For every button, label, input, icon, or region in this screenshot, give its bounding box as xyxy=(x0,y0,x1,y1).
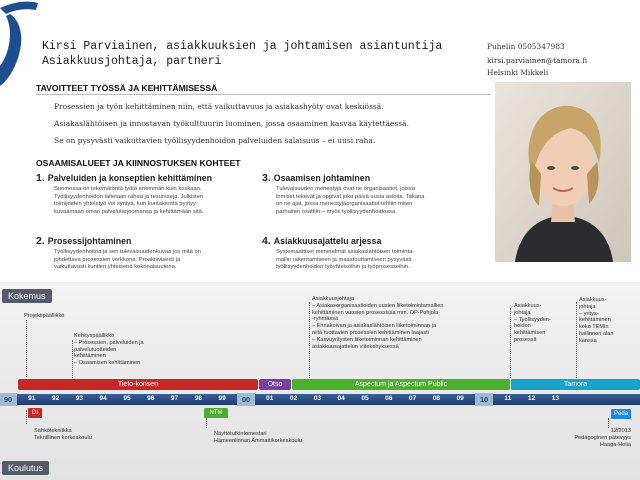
desc-line: Tulevaisuuden menestyjä ovat ne organisaatiot, joissa xyxy=(276,186,415,192)
note-line: kanssa xyxy=(579,337,597,344)
expertise-number: 2. xyxy=(36,235,45,247)
desc-line: toimijoiden yhteistyö voi syntyä, kun kuntakenttä pystyy xyxy=(54,201,196,208)
expertise-number: 1. xyxy=(36,172,45,184)
note-kehityspaallikko xyxy=(74,333,144,367)
note-line: – Ennakoivan ja asiakaslähtöisen liiketoiminnan ja xyxy=(312,323,437,330)
year-tick: 10 xyxy=(475,393,493,406)
desc-line: Työllisyydenhoitoa ja sen tulevaisuudenkuvaa jos mitä on xyxy=(54,249,201,255)
year-tick: 97 xyxy=(170,395,179,402)
goals-divider xyxy=(36,94,491,95)
edu-tag-peda: Peda xyxy=(611,409,631,419)
expertise-title-3 xyxy=(262,172,370,184)
note-line: Näyttötutkintomestari xyxy=(214,431,267,437)
note-line: kehittäminen xyxy=(74,353,106,360)
desc-line: vaikuttavasti kuntien yhteisenä kokonaisuutena. xyxy=(54,264,177,271)
note-line: niitä tuottavien prosessien kehittäminen laajasti xyxy=(312,329,429,336)
note-line: kehittämisen xyxy=(514,330,546,337)
note-projektipaallikko: Projektipäällikkö xyxy=(24,313,65,319)
note-line: – Asiakasorganisaatioiden uusien liiketoimintamallien xyxy=(312,302,444,309)
year-tick: 08 xyxy=(432,395,441,402)
year-tick: 94 xyxy=(99,395,107,402)
note-line: – Työllisyyden- xyxy=(514,316,551,323)
marker-line xyxy=(26,410,27,424)
year-tick: 95 xyxy=(123,395,131,402)
note-line: johtaja xyxy=(514,309,531,316)
year-tick: 05 xyxy=(361,395,369,402)
desc-line: on ne ajat, jossa menestyjäorganisaatiot tehtiin miten xyxy=(276,201,413,208)
marker-line xyxy=(510,308,511,378)
desc-line: mallin rakentamiseen ja maastouttamiseen pysyvästi xyxy=(276,256,412,263)
edu-tag-ntm: NTM xyxy=(204,408,228,418)
note-line: Sähkötekniikka xyxy=(34,428,72,434)
edu-tag-di: DI xyxy=(28,408,42,418)
marker-line xyxy=(26,320,27,377)
edu-note-2 xyxy=(214,431,302,445)
note-line: -ryhmässä xyxy=(312,316,339,323)
year-tick: 13 xyxy=(551,395,560,402)
goal-item: Prosessien ja työn kehittäminen niin, että vaikuttavuus ja asiakashyöty ovat keskiössä. xyxy=(54,102,384,111)
note-line: kehittäminen xyxy=(579,317,611,324)
goal-item: Se on pysyvästi vaikuttavien työllisyydenhoidon palveluiden salaisuus – ei uusi raha. xyxy=(54,136,376,145)
note-line: hoidon xyxy=(514,323,531,330)
year-tick: 07 xyxy=(408,395,417,402)
note-line: – Prosessien, palveluiden ja xyxy=(74,339,144,346)
person-role: Asiakkuusjohtaja, partneri xyxy=(42,55,222,68)
note-line: Hämeenlinnan Ammattikorkeakoulu xyxy=(214,437,302,444)
expertise-number: 4. xyxy=(262,235,271,247)
marker-line xyxy=(576,302,577,378)
desc-line: työllisyydenhoidon työyhteisöihin ja työprosesseihin. xyxy=(276,264,410,271)
expertise-title-1 xyxy=(36,172,212,184)
note-line: prosessit xyxy=(514,336,537,343)
year-tick: 00 xyxy=(237,393,255,406)
expertise-desc-1 xyxy=(54,186,284,216)
year-tick: 04 xyxy=(337,395,345,402)
expertise-title: Osaamisen johtaminen xyxy=(273,173,371,183)
contact-email[interactable]: kirsi.parviainen@tamora.fi xyxy=(487,56,588,65)
desc-line: parhaiten osattiin – myös työllisyydenhoidossa. xyxy=(276,208,397,215)
year-tick: 92 xyxy=(51,395,60,402)
desc-line: Systemaattiset menetelmät asiakaslähtöisen toiminta- xyxy=(276,249,415,255)
note-line: hallinnon alan xyxy=(579,330,614,337)
note-line: johtaja xyxy=(579,303,596,310)
note-line: – Kasvuyritysten liiketoiminnan kehittäminen xyxy=(312,336,422,343)
note-line: palvelutuotteiden xyxy=(74,346,117,353)
goals-heading: TAVOITTEET TYÖSSÄ JA KEHITTÄMISESSÄ xyxy=(36,83,218,93)
note-line: kehittäminen vuosien prosessissa mm. OP-Pohjola xyxy=(312,309,439,316)
year-tick: 98 xyxy=(194,395,203,402)
marker-line xyxy=(608,418,609,428)
note-line: asiakkuusajattelun viitekehyksessä xyxy=(312,343,399,350)
year-tick: 02 xyxy=(289,395,298,402)
goal-item: Asiakaslähtöisen ja innostavan työkulttuurin luominen, jossa osaaminen kasvaa käytettäessä. xyxy=(54,119,410,128)
year-tick: 12 xyxy=(527,395,536,402)
education-section-label: Koulutus xyxy=(2,461,49,475)
note-line: Teknillinen korkeakoulu xyxy=(34,434,92,441)
desc-line: Työllisyydenhoidon laitetaan rahaa ja resursseja. Julkisten xyxy=(54,193,204,200)
note-line: – Osaamisen kehittäminen xyxy=(74,360,141,367)
edu-note-1 xyxy=(34,428,92,442)
employer-bar-tieto: Tieto-konseri xyxy=(18,379,258,390)
note-line: Pedagoginen pätevyys xyxy=(574,434,631,441)
year-tick: 09 xyxy=(456,395,464,402)
note-line: Asiakkuus- xyxy=(514,303,542,309)
expertise-title: Palveluiden ja konseptien kehittäminen xyxy=(47,173,213,183)
note-asiakkuusjohtaja-aspectum xyxy=(312,296,444,350)
contact-phone: Puhelin 0505347983 xyxy=(487,42,565,51)
desc-line: kuvaamaan oman palvelutarjoomansa ja kehittämään sitä. xyxy=(54,208,204,215)
year-tick: 93 xyxy=(75,395,84,402)
portrait-photo xyxy=(495,82,631,262)
expertise-desc-3 xyxy=(276,186,506,216)
year-tick: 96 xyxy=(147,395,155,402)
year-tick: 03 xyxy=(313,395,322,402)
contact-location: Helsinki Mikkeli xyxy=(487,68,549,77)
note-line: Kehityspäällikkö xyxy=(74,333,115,339)
expertise-title-2 xyxy=(36,235,131,247)
marker-line xyxy=(72,340,73,378)
desc-line: johdettava prosessien verkkona. Proaktiivisesti ja xyxy=(54,256,181,263)
note-line: – yritys- xyxy=(579,310,599,317)
note-line: 12/2013 xyxy=(610,428,631,434)
edu-note-3 xyxy=(561,428,631,448)
tamora-logo-icon xyxy=(0,0,40,90)
note-asiakkuusjohtaja-tamora xyxy=(514,303,551,344)
desc-line: ihmiset tekevät ja oppivat joka päivä uusia asioita. Takana xyxy=(276,193,425,200)
marker-line xyxy=(206,418,207,428)
expertise-number: 3. xyxy=(262,172,271,184)
note-line: Asiakkuusjohtaja xyxy=(312,296,354,302)
employer-bar-tamora: Tamora xyxy=(511,379,640,390)
marker-line xyxy=(309,302,310,378)
year-tick: 99 xyxy=(218,395,226,402)
year-tick: 11 xyxy=(504,395,512,402)
expertise-title-4 xyxy=(262,235,381,247)
person-name-title: Kirsi Parviainen, asiakkuuksien ja johtamisen asiantuntija xyxy=(42,40,443,53)
year-tick: 90 xyxy=(0,393,17,406)
expertise-desc-4 xyxy=(276,249,506,272)
note-line: Asiakkuus- xyxy=(579,297,607,303)
year-tick: 01 xyxy=(266,395,274,402)
note-line: Haaga-Helia xyxy=(599,441,631,448)
year-tick: 06 xyxy=(385,395,393,402)
note-asiakkuusjohtaja-tamora-2 xyxy=(579,297,614,345)
expertise-title: Asiakkuusajattelu arjessa xyxy=(273,236,382,246)
expertise-heading: OSAAMISALUEET JA KIINNOSTUKSEN KOHTEET xyxy=(36,158,241,168)
expertise-title: Prosessijohtaminen xyxy=(47,236,132,246)
employer-bar-otso: Otso xyxy=(259,379,291,390)
desc-line: Suomessa on tekemätöntä työtä enemmän kuin koskaan. xyxy=(54,186,202,192)
experience-section-label: Kokemus xyxy=(2,289,52,303)
year-tick: 91 xyxy=(28,395,36,402)
expertise-desc-2 xyxy=(54,249,284,272)
employer-bar-aspectum: Aspectum ja Aspectum Public xyxy=(292,379,510,390)
note-line: koko TEMin xyxy=(579,324,609,331)
